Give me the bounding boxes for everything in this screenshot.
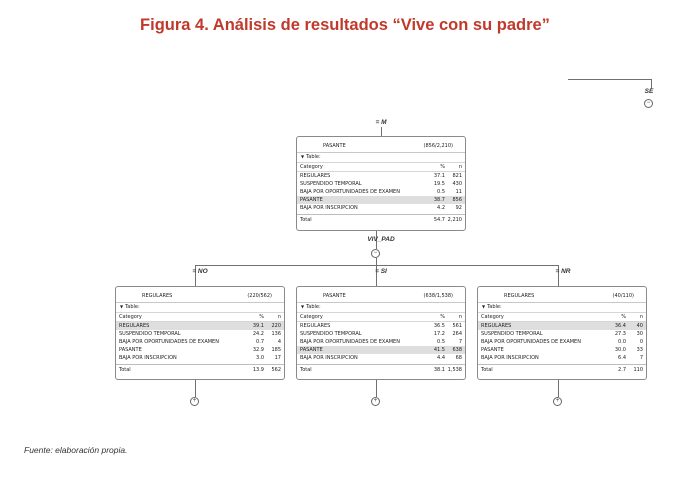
col-n-header: n: [277, 314, 281, 320]
triangle-down-icon: ▼: [301, 304, 305, 309]
table-row: [297, 322, 465, 330]
table-row: [478, 330, 646, 338]
cell-category: PASANTE: [300, 347, 323, 353]
cell-category: BAJA POR INSCRIPCION: [300, 355, 358, 361]
node-count: (638/1,538): [423, 293, 453, 299]
cell-n: 821: [452, 173, 462, 179]
branch-label-no: = NO: [192, 268, 208, 275]
total-n: 562: [271, 367, 281, 373]
cell-category: REGULARES: [300, 323, 331, 329]
table-total-row: [478, 364, 646, 375]
collapse-toggle-top[interactable]: −: [644, 99, 653, 108]
cell-n: 136: [271, 331, 281, 337]
cell-pct: 27.3: [614, 331, 626, 337]
cell-category: PASANTE: [119, 347, 142, 353]
figure-title: Figura 4. Análisis de resultados “Vive con su padre”: [140, 16, 550, 34]
col-pct-header: %: [440, 164, 445, 170]
cell-n: 30: [636, 331, 643, 337]
cell-pct: 24.2: [252, 331, 264, 337]
table-row: [297, 172, 465, 180]
tree-node-no[interactable]: [115, 286, 285, 380]
table-row: [116, 346, 284, 354]
table-row: [478, 322, 646, 330]
node-label: REGULARES: [504, 293, 535, 299]
table-row: [478, 354, 646, 362]
node-rows: [297, 172, 465, 212]
total-n: 110: [633, 367, 643, 373]
col-category-header: Category: [300, 164, 323, 170]
col-pct-header: %: [259, 314, 264, 320]
collapse-toggle-split[interactable]: −: [371, 249, 380, 258]
cell-category: BAJA POR OPORTUNIDADES DE EXAMEN: [300, 339, 400, 345]
connector-top-horizontal: [568, 79, 652, 80]
table-row: [478, 338, 646, 346]
split-variable-label: VIV_PAD: [367, 236, 395, 243]
connector-split-vertical: [376, 258, 377, 265]
table-label: Table:: [306, 154, 321, 160]
table-header-row: [116, 312, 284, 322]
expand-toggle-si[interactable]: +: [371, 397, 380, 406]
node-count: (40/110): [612, 293, 634, 299]
cell-category: SUSPENDIDO TEMPORAL: [119, 331, 181, 337]
table-row: [297, 354, 465, 362]
node-label: REGULARES: [142, 293, 173, 299]
cell-n: 561: [452, 323, 462, 329]
total-pct: 38.1: [433, 367, 445, 373]
cell-n: 7: [458, 339, 462, 345]
connector-down-si: [376, 380, 377, 397]
total-pct: 54.7: [433, 217, 445, 223]
total-n: 2,210: [447, 217, 462, 223]
triangle-down-icon: ▼: [301, 154, 305, 159]
cell-n: 638: [452, 347, 462, 353]
cell-pct: 36.4: [614, 323, 626, 329]
cell-category: BAJA POR OPORTUNIDADES DE EXAMEN: [300, 189, 400, 195]
cell-n: 68: [455, 355, 462, 361]
cell-n: 11: [455, 189, 462, 195]
total-label: Total: [481, 367, 493, 373]
expand-toggle-nr[interactable]: +: [553, 397, 562, 406]
col-category-header: Category: [119, 314, 142, 320]
cell-category: PASANTE: [300, 197, 323, 203]
total-label: Total: [300, 217, 312, 223]
table-toggle[interactable]: [116, 303, 284, 312]
col-category-header: Category: [481, 314, 504, 320]
cell-n: 7: [639, 355, 643, 361]
node-label: PASANTE: [323, 293, 346, 299]
col-pct-header: %: [440, 314, 445, 320]
branch-label-si: = SI: [375, 268, 387, 275]
cell-pct: 30.0: [614, 347, 626, 353]
total-pct: 13.9: [252, 367, 264, 373]
cell-pct: 0.5: [437, 189, 445, 195]
cell-n: 33: [636, 347, 643, 353]
cell-category: REGULARES: [300, 173, 331, 179]
cell-pct: 4.4: [437, 355, 445, 361]
cell-n: 220: [271, 323, 281, 329]
cell-n: 430: [452, 181, 462, 187]
node-header: [116, 287, 284, 303]
cell-n: 40: [636, 323, 643, 329]
table-total-row: [116, 364, 284, 375]
table-row: [297, 346, 465, 354]
table-row: [116, 322, 284, 330]
total-n: 1,538: [447, 367, 462, 373]
table-total-row: [297, 214, 465, 225]
triangle-down-icon: ▼: [482, 304, 486, 309]
node-count: (220/562): [247, 293, 272, 299]
table-header-row: [297, 162, 465, 172]
table-row: [297, 188, 465, 196]
branch-label-top: SE: [644, 88, 654, 95]
table-row: [116, 338, 284, 346]
cell-pct: 37.1: [433, 173, 445, 179]
cell-pct: 41.5: [433, 347, 445, 353]
table-toggle[interactable]: [297, 153, 465, 162]
node-rows: [116, 322, 284, 362]
cell-category: BAJA POR INSCRIPCION: [481, 355, 539, 361]
table-row: [116, 354, 284, 362]
table-row: [297, 196, 465, 204]
connector-down-no: [195, 380, 196, 397]
total-label: Total: [119, 367, 131, 373]
total-pct: 2.7: [618, 367, 626, 373]
node-label: PASANTE: [323, 143, 346, 149]
connector-down-nr: [558, 380, 559, 397]
cell-pct: 39.1: [252, 323, 264, 329]
cell-n: 4: [277, 339, 281, 345]
triangle-down-icon: ▼: [120, 304, 124, 309]
cell-pct: 0.7: [256, 339, 264, 345]
cell-category: SUSPENDIDO TEMPORAL: [300, 181, 362, 187]
node-count: (856/2,210): [423, 143, 453, 149]
col-n-header: n: [639, 314, 643, 320]
cell-pct: 6.4: [618, 355, 626, 361]
node-header: [478, 287, 646, 303]
cell-category: PASANTE: [481, 347, 504, 353]
cell-n: 17: [274, 355, 281, 361]
table-row: [297, 338, 465, 346]
cell-pct: 17.2: [433, 331, 445, 337]
tree-node-si[interactable]: [296, 286, 466, 380]
cell-pct: 38.7: [433, 197, 445, 203]
cell-pct: 32.9: [252, 347, 264, 353]
connector-root-in: [381, 127, 382, 136]
cell-pct: 36.5: [433, 323, 445, 329]
table-toggle[interactable]: [297, 303, 465, 312]
node-rows: [297, 322, 465, 362]
table-toggle[interactable]: [478, 303, 646, 312]
cell-pct: 3.0: [256, 355, 264, 361]
node-header: [297, 287, 465, 303]
cell-category: BAJA POR INSCRIPCION: [119, 355, 177, 361]
cell-category: REGULARES: [481, 323, 512, 329]
cell-n: 92: [455, 205, 462, 211]
tree-node-root[interactable]: [296, 136, 466, 231]
branch-label-root: = M: [375, 119, 387, 126]
table-row: [116, 330, 284, 338]
table-label: Table:: [487, 304, 502, 310]
total-label: Total: [300, 367, 312, 373]
cell-n: 264: [452, 331, 462, 337]
connector-split-horizontal: [195, 265, 559, 266]
cell-n: 185: [271, 347, 281, 353]
cell-category: BAJA POR OPORTUNIDADES DE EXAMEN: [119, 339, 219, 345]
cell-n: 856: [452, 197, 462, 203]
col-n-header: n: [458, 314, 462, 320]
cell-pct: 19.5: [433, 181, 445, 187]
table-label: Table:: [306, 304, 321, 310]
table-total-row: [297, 364, 465, 375]
table-row: [297, 180, 465, 188]
table-label: Table:: [125, 304, 140, 310]
cell-pct: 0.0: [618, 339, 626, 345]
figure-source: Fuente: elaboración propia.: [24, 445, 128, 455]
table-header-row: [297, 312, 465, 322]
cell-pct: 0.5: [437, 339, 445, 345]
cell-category: BAJA POR OPORTUNIDADES DE EXAMEN: [481, 339, 581, 345]
branch-label-nr: = NR: [555, 268, 571, 275]
cell-category: REGULARES: [119, 323, 150, 329]
table-row: [478, 346, 646, 354]
table-row: [297, 330, 465, 338]
cell-n: 0: [639, 339, 643, 345]
cell-pct: 4.2: [437, 205, 445, 211]
expand-toggle-no[interactable]: +: [190, 397, 199, 406]
col-n-header: n: [458, 164, 462, 170]
col-pct-header: %: [621, 314, 626, 320]
table-header-row: [478, 312, 646, 322]
node-rows: [478, 322, 646, 362]
table-row: [297, 204, 465, 212]
cell-category: SUSPENDIDO TEMPORAL: [300, 331, 362, 337]
col-category-header: Category: [300, 314, 323, 320]
tree-node-nr[interactable]: [477, 286, 647, 380]
node-header: [297, 137, 465, 153]
cell-category: SUSPENDIDO TEMPORAL: [481, 331, 543, 337]
cell-category: BAJA POR INSCRIPCION: [300, 205, 358, 211]
